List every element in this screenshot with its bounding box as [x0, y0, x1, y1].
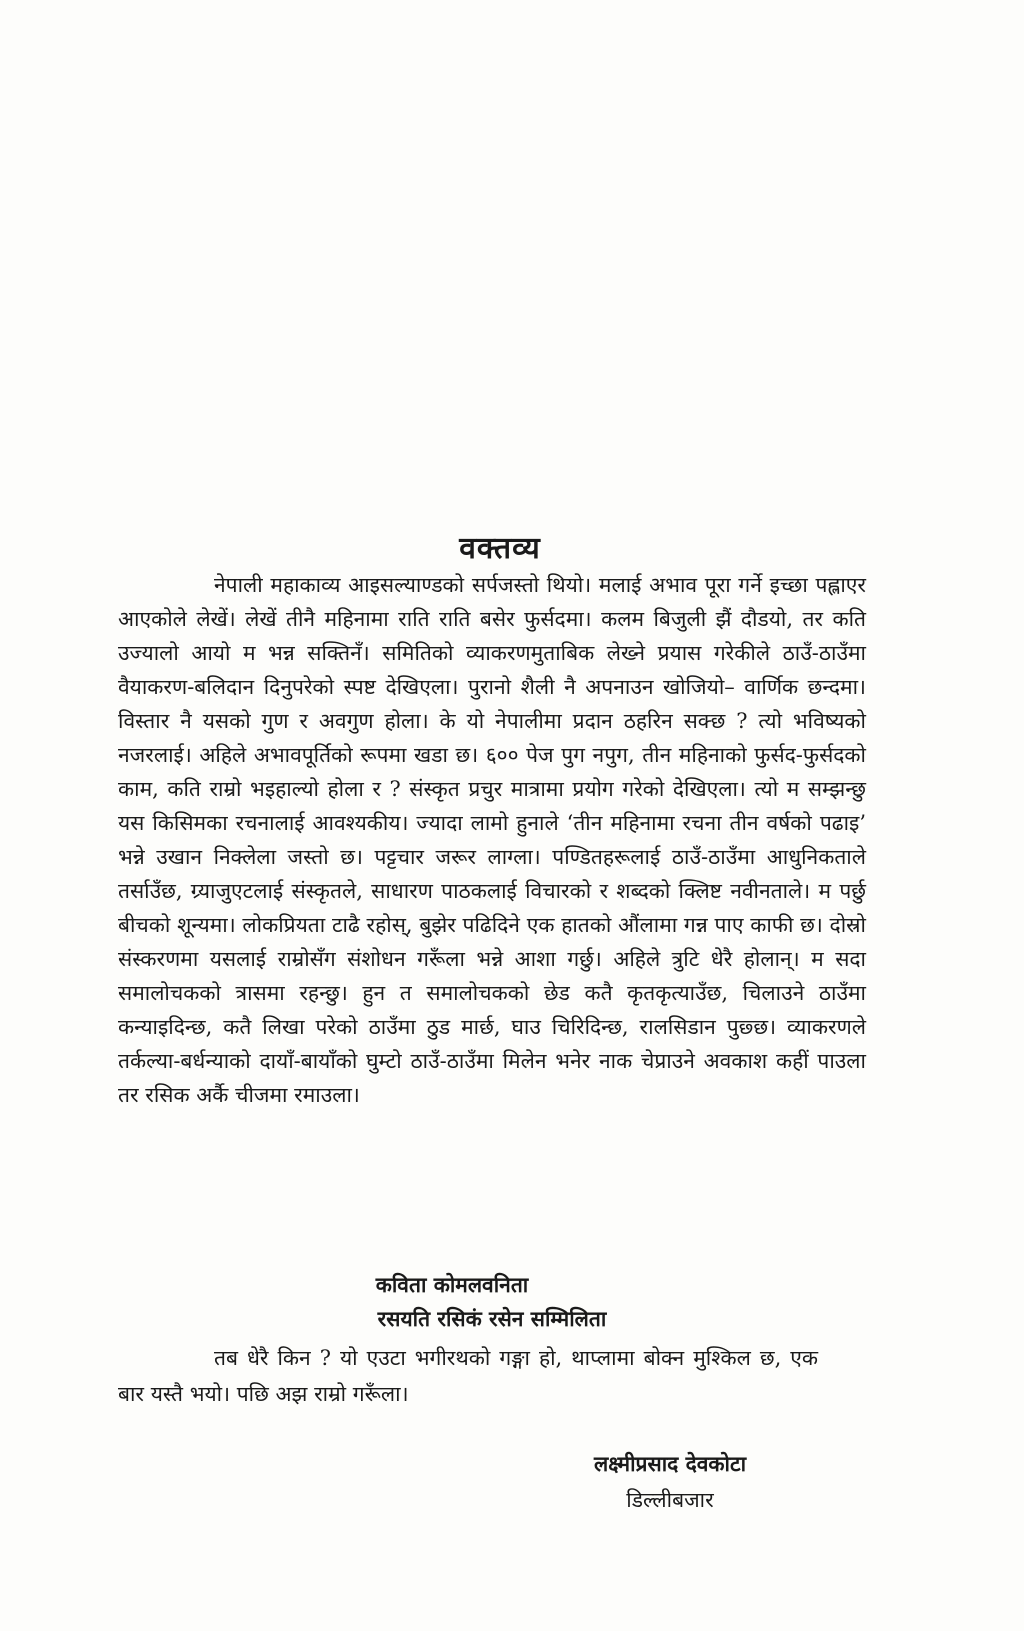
closing-paragraph: तब धेरै किन ? यो एउटा भगीरथको गङ्गा हो, थाप्लामा बोक्न मुश्किल छ, एक बार यस्तै भयो। पछि अझ राम्रो गरूँला।: [118, 1346, 818, 1406]
author-place: डिल्लीबजार: [626, 1488, 714, 1512]
statement-body: [118, 568, 866, 1112]
signature-block: [520, 1446, 820, 1518]
document-title: वक्तव्य: [459, 531, 541, 566]
author-name: लक्ष्मीप्रसाद देवकोटा: [593, 1451, 747, 1476]
statement-paragraph: नेपाली महाकाव्य आइसल्याण्डको सर्पजस्तो थियो। मलाई अभाव पूरा गर्ने इच्छा पह्लाएर आएकोले लेखें। लेखें तीनै महिनामा राति राति बसेर फुर्सदमा। कलम बिजुली झैं दौडयो, तर कति उज्यालो आयो म भन्न सक्तिनँ। समितिको व्याकरणमुताबिक लेख्ने प्रयास गरेकीले ठाउँ-ठाउँमा वैयाकरण-बलिदान दिनुपरेको स्पष्ट देखिएला। पुरानो शैली नै अपनाउन खोजियो– वार्णिक छन्दमा। विस्तार नै यसको गुण र अवगुण होला। के यो नेपालीमा प्रदान ठहरिन सक्छ ? त्यो भविष्यको नजरलाई। अहिले अभावपूर्तिको रूपमा खडा छ। ६०० पेज पुग नपुग, तीन महिनाको फुर्सद-फुर्सदको काम, कति राम्रो भइहाल्यो होला र ? संस्कृत प्रचुर मात्रामा प्रयोग गरेको देखिएला। त्यो म सम्झन्छु यस किसिमका रचनालाई आवश्यकीय। ज्यादा लामो हुनाले ‘तीन महिनामा रचना तीन वर्षको पढाइ’ भन्ने उखान निक्लेला जस्तो छ। पट्टचार जरूर लाग्ला। पण्डितहरूलाई ठाउँ-ठाउँमा आधुनिकताले तर्साउँछ, ग्र्याजुएटलाई संस्कृतले, साधारण पाठकलाई विचारको र शब्दको क्लिष्ट नवीनताले। म पर्छु बीचको शून्यमा। लोकप्रियता टाढै रहोस्, बुझेर पढिदिने एक हातको औंलामा गन्न पाए काफी छ। दोस्रो संस्करणमा यसलाई राम्रोसँग संशोधन गरूँला भन्ने आशा गर्छु। अहिले त्रुटि धेरै होलान्। म सदा समालोचकको त्रासमा रहन्छु। हुन त समालोचकको छेड कतै कृतकृत्याउँछ, चिलाउने ठाउँमा कन्याइदिन्छ, कतै लिखा परेको ठाउँमा ठुड मार्छ, घाउ चिरिदिन्छ, रालसिडान पुछ्छ। व्याकरणले तर्कल्या-बर्धन्याको दायाँ-बायाँको घुम्टो ठाउँ-ठाउँमा मिलेन भनेर नाक चेप्राउने अवकाश कहीं पाउला तर रसिक अर्कै चीजमा रमाउला।: [118, 573, 866, 1107]
closing-paragraph-block: [118, 1340, 818, 1412]
verse-line: रसयति रसिकं रसेन सम्मिलिता: [377, 1306, 607, 1331]
verse-line: कविता कोमलवनिता: [375, 1272, 529, 1297]
